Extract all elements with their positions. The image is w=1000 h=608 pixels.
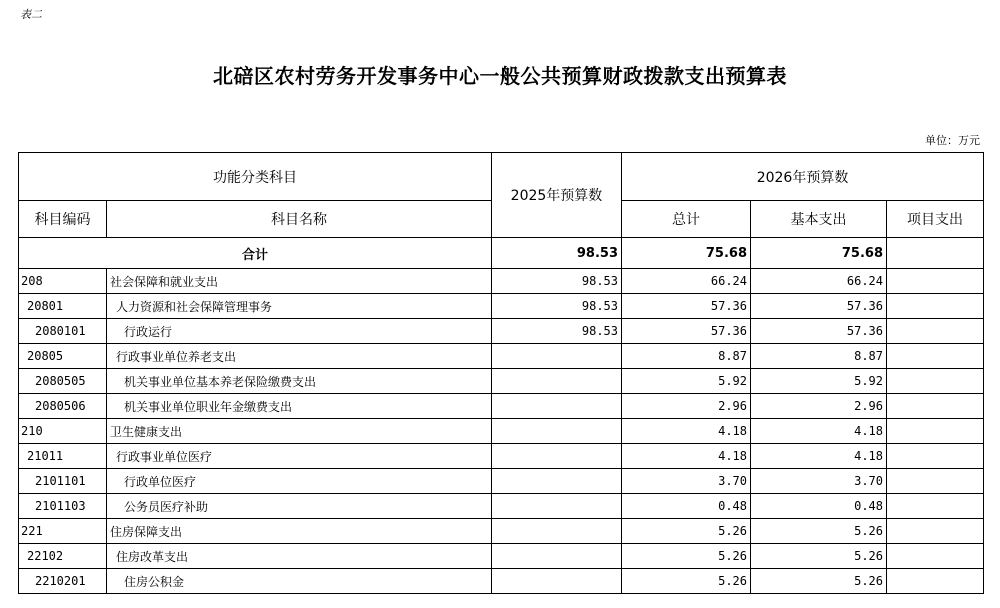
- row-code: 221: [19, 519, 107, 544]
- table-row: [19, 419, 984, 444]
- total-project: [887, 238, 984, 269]
- row-project: [887, 369, 984, 394]
- row-project: [887, 469, 984, 494]
- table-tag: 表二: [20, 8, 42, 21]
- table-row: [19, 444, 984, 469]
- row-prev: [492, 419, 622, 444]
- header-code: 科目编码: [19, 201, 107, 238]
- row-total: 4.18: [622, 444, 751, 469]
- row-code: 2101103: [19, 494, 107, 519]
- row-name: 机关事业单位职业年金缴费支出: [107, 394, 492, 419]
- row-name: 行政事业单位医疗: [107, 444, 492, 469]
- row-name: 行政单位医疗: [107, 469, 492, 494]
- row-code: 208: [19, 269, 107, 294]
- table-row: [19, 544, 984, 569]
- total-total: 75.68: [622, 238, 751, 269]
- row-prev: [492, 544, 622, 569]
- table-row: [19, 319, 984, 344]
- row-code: 22102: [19, 544, 107, 569]
- header-func-group: 功能分类科目: [19, 153, 492, 201]
- row-basic: 57.36: [751, 319, 887, 344]
- row-prev: [492, 494, 622, 519]
- row-basic: 4.18: [751, 444, 887, 469]
- row-name: 机关事业单位基本养老保险缴费支出: [107, 369, 492, 394]
- row-code: 2080506: [19, 394, 107, 419]
- row-basic: 8.87: [751, 344, 887, 369]
- row-project: [887, 344, 984, 369]
- row-total: 5.92: [622, 369, 751, 394]
- row-prev: [492, 444, 622, 469]
- header-name: 科目名称: [107, 201, 492, 238]
- budget-table: [18, 152, 984, 594]
- row-code: 21011: [19, 444, 107, 469]
- table-row: [19, 394, 984, 419]
- row-project: [887, 494, 984, 519]
- row-name: 人力资源和社会保障管理事务: [107, 294, 492, 319]
- row-project: [887, 544, 984, 569]
- header-total: 总计: [622, 201, 751, 238]
- row-name: 住房保障支出: [107, 519, 492, 544]
- row-project: [887, 319, 984, 344]
- row-name: 公务员医疗补助: [107, 494, 492, 519]
- row-prev: [492, 469, 622, 494]
- row-name: 行政事业单位养老支出: [107, 344, 492, 369]
- row-code: 2210201: [19, 569, 107, 594]
- row-name: 卫生健康支出: [107, 419, 492, 444]
- row-prev: [492, 569, 622, 594]
- row-name: 住房公积金: [107, 569, 492, 594]
- table-row: [19, 294, 984, 319]
- row-basic: 5.26: [751, 569, 887, 594]
- row-total: 4.18: [622, 419, 751, 444]
- table-row: [19, 344, 984, 369]
- row-code: 20805: [19, 344, 107, 369]
- total-label: 合计: [19, 238, 492, 269]
- total-row: [19, 238, 984, 269]
- row-prev: [492, 369, 622, 394]
- row-total: 8.87: [622, 344, 751, 369]
- row-code: 20801: [19, 294, 107, 319]
- header-basic: 基本支出: [751, 201, 887, 238]
- table-row: [19, 569, 984, 594]
- row-basic: 57.36: [751, 294, 887, 319]
- table-row: [19, 469, 984, 494]
- row-total: 3.70: [622, 469, 751, 494]
- row-code: 2101101: [19, 469, 107, 494]
- header-project: 项目支出: [887, 201, 984, 238]
- table-row: [19, 494, 984, 519]
- row-prev: 98.53: [492, 269, 622, 294]
- row-basic: 0.48: [751, 494, 887, 519]
- row-total: 5.26: [622, 519, 751, 544]
- row-project: [887, 394, 984, 419]
- row-name: 社会保障和就业支出: [107, 269, 492, 294]
- row-code: 210: [19, 419, 107, 444]
- row-basic: 3.70: [751, 469, 887, 494]
- row-project: [887, 519, 984, 544]
- row-prev: 98.53: [492, 319, 622, 344]
- table-row: [19, 269, 984, 294]
- row-prev: [492, 394, 622, 419]
- header-prev-budget: 2025年预算数: [492, 153, 622, 238]
- row-total: 66.24: [622, 269, 751, 294]
- row-project: [887, 294, 984, 319]
- row-basic: 66.24: [751, 269, 887, 294]
- page-title: 北碚区农村劳务开发事务中心一般公共预算财政拨款支出预算表: [213, 64, 787, 88]
- table-row: [19, 369, 984, 394]
- header-cur-budget: 2026年预算数: [622, 153, 984, 201]
- row-total: 0.48: [622, 494, 751, 519]
- row-code: 2080505: [19, 369, 107, 394]
- row-prev: [492, 519, 622, 544]
- row-total: 5.26: [622, 569, 751, 594]
- row-total: 5.26: [622, 544, 751, 569]
- row-code: 2080101: [19, 319, 107, 344]
- row-basic: 5.92: [751, 369, 887, 394]
- row-total: 2.96: [622, 394, 751, 419]
- row-prev: [492, 344, 622, 369]
- row-total: 57.36: [622, 319, 751, 344]
- row-prev: 98.53: [492, 294, 622, 319]
- row-basic: 5.26: [751, 544, 887, 569]
- total-prev: 98.53: [492, 238, 622, 269]
- row-total: 57.36: [622, 294, 751, 319]
- row-project: [887, 444, 984, 469]
- unit-label: 单位：万元: [925, 134, 980, 147]
- row-name: 住房改革支出: [107, 544, 492, 569]
- row-basic: 2.96: [751, 394, 887, 419]
- row-project: [887, 569, 984, 594]
- row-project: [887, 269, 984, 294]
- row-basic: 5.26: [751, 519, 887, 544]
- table-row: [19, 519, 984, 544]
- row-name: 行政运行: [107, 319, 492, 344]
- total-basic: 75.68: [751, 238, 887, 269]
- row-project: [887, 419, 984, 444]
- row-basic: 4.18: [751, 419, 887, 444]
